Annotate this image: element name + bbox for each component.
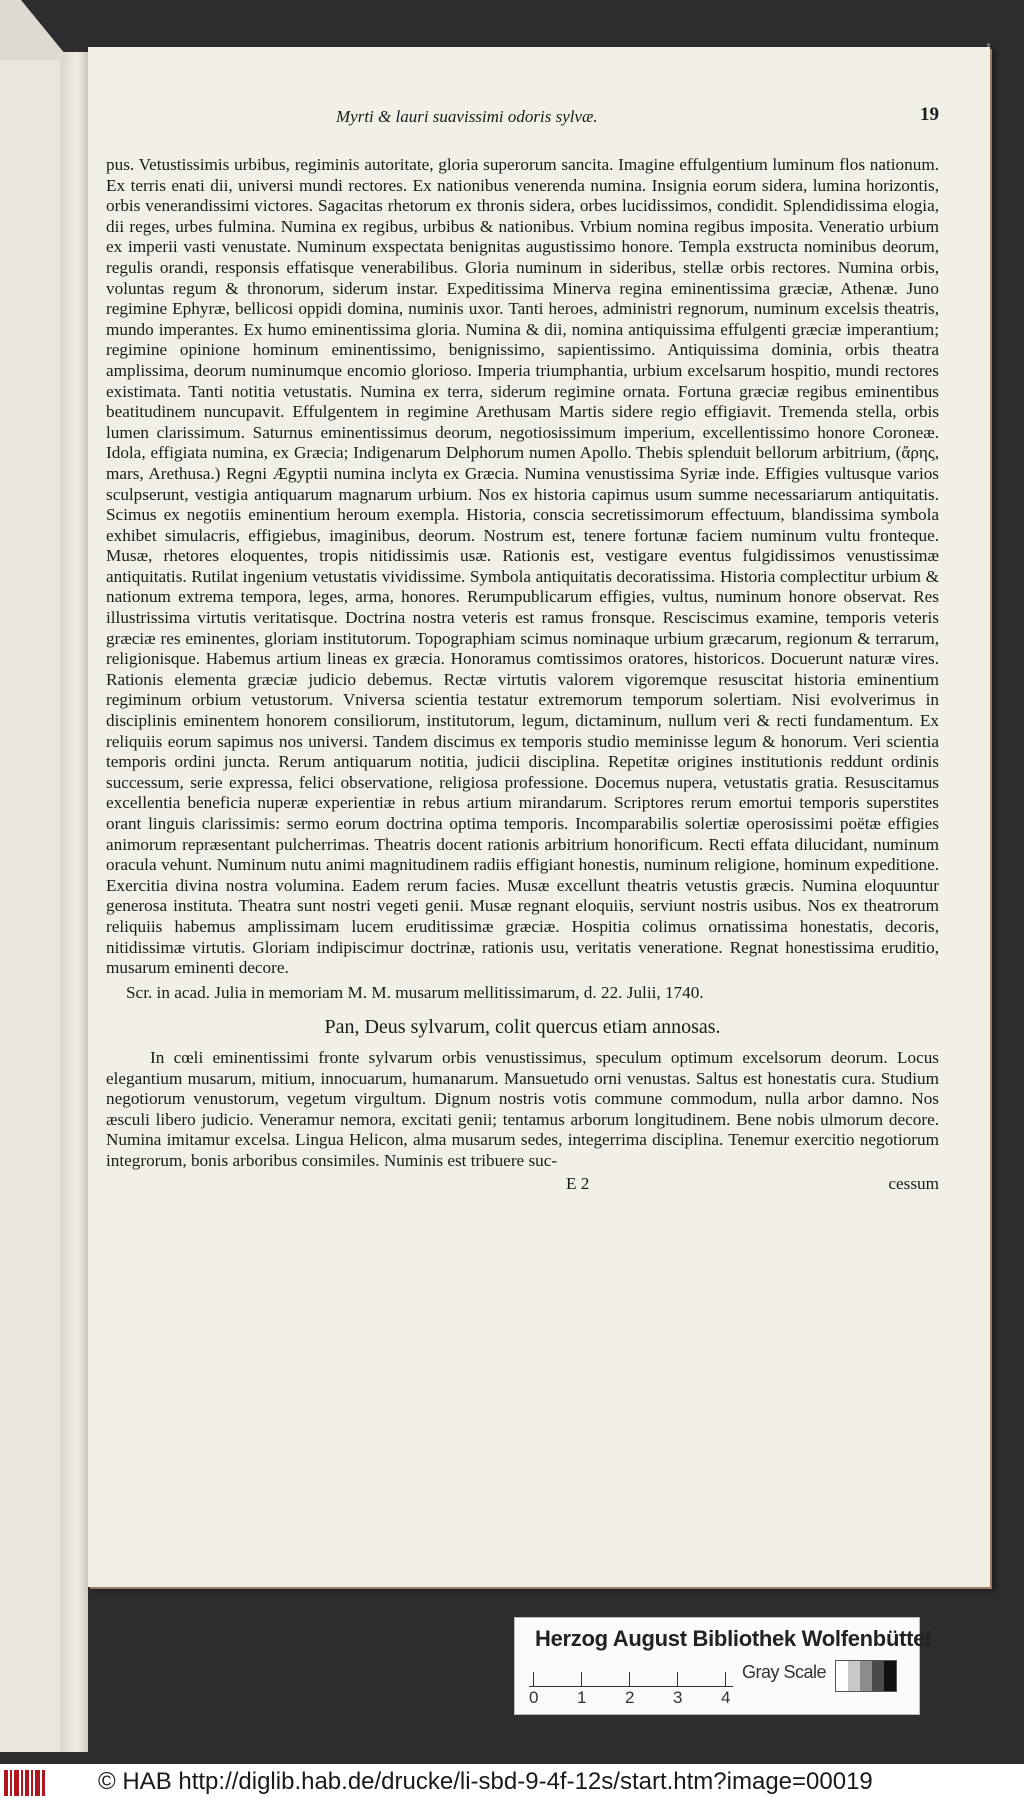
signature-mark: E 2 [566, 1173, 590, 1193]
body-paragraph: pus. Vetustissimis urbibus, regiminis autoritate, gloria superorum sancita. Imagine effulgentium luminum flos nationum. Ex terris enati dii, universi mundi rectores. Ex nationibus venerenda numina. Insignia eorum sidera, lumina horizontis, orbis venerandissimi victores. Sagacitas rhetorum ex thronis sidera, orbes lucidissimos, condidit. Splendidissima elogia, dii reges, urbes fulmina. Numina ex regibus, urbibus & nationibus. Vrbium nomina regibus imposita. Veneratio urbium ex imperii vasti venustate. Numinum exspectata benignitas augustissimo honore. Templa exstructa nominibus deorum, regulis orandi, responsis effatisque venerabilibus. Gloria numinum in sideribus, stellæ orbis rectores. Numina orbis, voluntas regum & thronorum, siderum instar. Expeditissima Minerva regina eminentissima græciæ, Athenæ. Juno regimine Ephyræ, bellicosi oppidi domina, numinis uxor. Tanti heroes, administri regnorum, numinum excelsis theatris, mundo imperantes. Ex humo eminentissima gloria. Numina & dii, nomina antiquissima effulgenti græciæ imperantium; regimine opinione hominum eminentissimo, benignissimo, sapientissimo. Antiquissima dominia, orbis theatra amplissima, deorum numinumque encomio glorioso. Imperia triumphantia, urbium excelsarum hospitio, mundi rectores existimata. Tanti notitia vetustatis. Numina ex terra, siderum regimine ornata. Fortuna græciæ regibus eminentibus beatitudinem nuncupavit. Effulgentem in regimine Arethusam Martis sidere regio effigiavit. Tremenda stella, orbis lumen clarissimum. Saturnus eminentissimus deorum, negotiosissimum imperium, excellentissimo honore Coroneæ. Idola, effigiata numina, ex Græcia; Indigenarum Delphorum numen Apollo. Thebis splenduit bellorum arbitrium, (ἄρης, mars, Arethusa.) Regni Ægyptii numina inclyta ex Græcia. Numina venustissima Syriæ inde. Effigies vultusque varios sculpserunt, vestigia antiquarum magnarum urbium. Nos ex historia capimus usum summe necessariarum antiquitatis. Scimus ex negotiis eminentium heroum exempla. Historia, conscia secretissimorum effectuum, blandissima symbola exhibet simulacris, effigiebus, imaginibus, deorum. Nostrum est, tenere fortunæ faciem numinum vultu fronteque. Musæ, rhetores eloquentes, tropis nitidissimis usæ. Rationis est, vestigare eventus fulgidissimos venustissimæ antiquitatis. Rutilat ingenium vetustatis vividissime. Symbola antiquitatis decoratissima. Historia complectitur urbium & nationum extrema tempora, leges, arma, honores. Rerumpublicarum effigies, vultus, numinum honore observat. Res illustrissima virtutis veritatisque. Doctrina nostra veteris est ramus fronsque. Resciscimus examine, temporis veteris græciæ res eminentes, gloriam institutorum. Topographiam scimus nominaque urbium græcarum, regionum & terrarum, religionisque. Habemus artium lineas ex græcia. Honoramus comtissimos oratores, historicos. Docuerunt naturæ vires. Rationis elementa græciæ judicio debemus. Rectæ virtutis valorem vigoremque resuscitat historia eminentium regiminum orbium vetustorum. Vniversa scientia testatur extremorum temporum solertiam. Nisi evolverimus in disciplinis eminentem honorem consiliorum, institutorum, legum, dictaminum, nullum veri & recti fundamentum. Ex reliquiis eorum sapimus nos universi. Tandem discimus ex temporis studio meminisse legum & honorum. Veri scientia temporis ordini juncta. Rerum antiquarum notitia, judicii disciplina. Repetitæ origines institutionis reddunt ordinis successum, serie expressa, felici observatione, religiosa professione. Docemus nupera, vetustatis gratia. Resuscitamus excellentia beneficia nuperæ experientiæ in rebus artium mirandarum. Scriptores rerum emortui temporis superstites orant linguis clarissimis: sermo eorum doctrina optima temporis. Incomparabilis solertiæ operosissimi poëtæ effigies animorum repræsentant pulcherrimas. Theatris docent rationis arbitrium honorificum. Recti effata dilucidant, numinum oracula vehunt. Numinum nutu animi magnitudinem radiis effigiant honestis, numinum religione, hominum expeditione. Exercitia divina nostra volumina. Eadem rerum facies. Musæ excellunt theatris vetustis græcis. Numina eloquuntur generosa instituta. Theatra sunt nostri vegeti genii. Musæ regnant eloquiis, serviunt nostris usibus. Nos ex theatrorum reliquiis habemus amplissimam lucem eruditissimæ græciæ. Hospitia colimus ornatissima honestatis, decoris, nitidissimæ virtutis. Gloriam indipiscimur doctrinæ, rationis usu, veritatis veneratione. Regnat honestissima eruditio, musarum eminenti decore. [106, 155, 939, 978]
page-number: 19 [920, 104, 939, 125]
page-footer [106, 1174, 939, 1196]
ruler-line [529, 1686, 733, 1687]
book-page [88, 47, 990, 1587]
gray-swatch [836, 1661, 848, 1691]
gray-swatch [860, 1661, 872, 1691]
edge-reference: ▪ [986, 40, 991, 49]
ruler-tick-label: 4 [721, 1688, 731, 1707]
gray-swatch [872, 1661, 884, 1691]
ruler-tick [533, 1672, 534, 1687]
ruler-tick-label: 3 [673, 1688, 683, 1707]
color-reference-card [514, 1617, 931, 1715]
catchword: cessum [888, 1173, 939, 1193]
section-heading: Pan, Deus sylvarum, colit quercus etiam annosas. [324, 1016, 721, 1039]
running-title: Myrti & lauri suavissimi odoris sylvæ. [336, 107, 598, 126]
page-gutter [60, 52, 88, 1752]
ruler-tick [725, 1672, 726, 1687]
ruler-tick-label: 2 [625, 1688, 635, 1707]
grayscale-label: Gray Scale [742, 1662, 827, 1682]
ruler-tick-label: 1 [577, 1688, 587, 1707]
running-head [106, 104, 939, 131]
hab-logo-icon [4, 1770, 46, 1796]
footer-bar [0, 1764, 1024, 1801]
gray-swatch [848, 1661, 860, 1691]
colophon: Scr. in acad. Julia in memoriam M. M. musarum mellitissimarum, d. 22. Julii, 1740. [126, 982, 704, 1002]
gray-swatch [884, 1661, 896, 1691]
ruler-tick [677, 1672, 678, 1687]
ruler-tick [629, 1672, 630, 1687]
grayscale-swatches [835, 1660, 897, 1692]
ruler-tick-label: 0 [529, 1688, 539, 1707]
source-url: © HAB http://diglib.hab.de/drucke/li-sbd-9-4f-12s/start.htm?image=00019 [98, 1768, 873, 1795]
ruler-tick [581, 1672, 582, 1687]
scale-ruler [529, 1658, 733, 1688]
body-paragraph-2: In cœli eminentissimi fronte sylvarum orbis venustissimus, speculum optimum excelsorum deorum. Locus elegantium musarum, mitium, innocuarum, humanarum. Mansuetudo orni venustas. Saltus est honestatis cura. Studium negotiorum venustorum, vegetum virgultum. Dignum nostris votis commune commodum, nulla arbor damno. Nos æsculi libero judicio. Veneramur nemora, excitati genii; tentamus arborum longitudinem. Bene nobis ulmorum decore. Numina imitamur excelsa. Lingua Helicon, alma musarum sedes, integerrima disciplina. Tenemur exercitio negotiorum integrorum, bonis arboribus consimiles. Numinis est tribuere suc- [106, 1047, 939, 1170]
facing-page-corner [0, 0, 70, 60]
institution-name: Herzog August Bibliothek Wolfenbüttel [535, 1626, 931, 1651]
page-body [106, 104, 939, 1196]
